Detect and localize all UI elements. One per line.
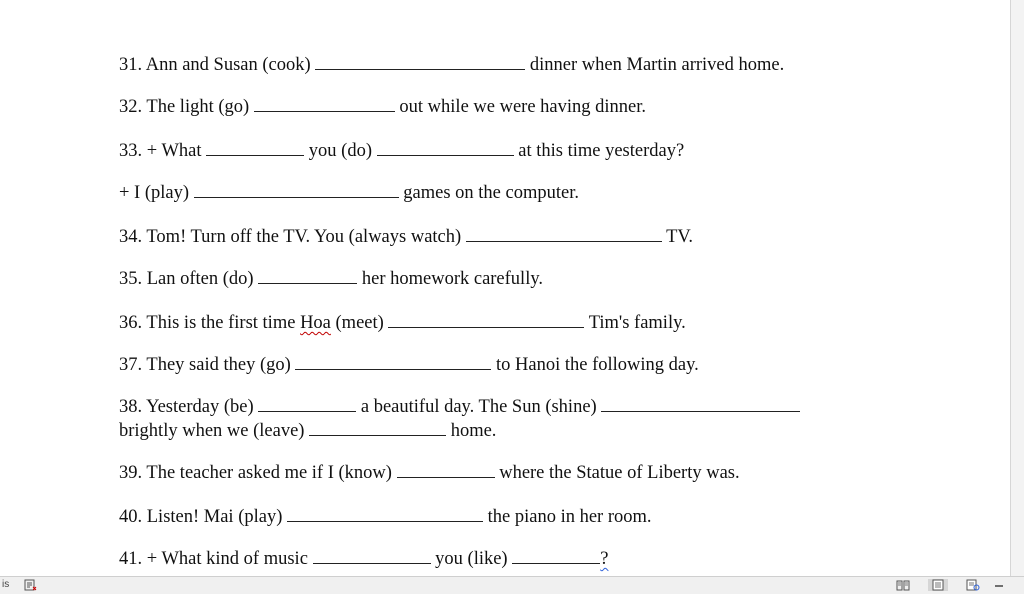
item-32-text-a: 32. The light (go) xyxy=(119,97,254,117)
vertical-scrollbar[interactable] xyxy=(1011,0,1024,576)
item-40-text-a: 40. Listen! Mai (play) xyxy=(119,507,287,527)
item-31-text-b: dinner when Martin arrived home. xyxy=(525,55,785,75)
item-38-blank-1 xyxy=(258,397,356,412)
item-36-blank xyxy=(388,313,584,328)
item-41-text-b: you (like) xyxy=(430,549,513,569)
item-38-text-c: brightly when we (leave) xyxy=(119,421,310,441)
item-38-continued xyxy=(119,420,496,442)
item-37-blank xyxy=(295,355,491,370)
item-31-text-a: 31. Ann and Susan (cook) xyxy=(119,55,316,75)
item-32 xyxy=(119,96,646,118)
status-bar xyxy=(0,576,1024,594)
zoom-out-icon[interactable] xyxy=(994,579,1004,591)
item-38-text-a: 38. Yesterday (be) xyxy=(119,397,259,417)
item-37-text-a: 37. They said they (go) xyxy=(119,355,296,375)
item-41 xyxy=(119,548,608,570)
item-33-blank-1 xyxy=(206,141,304,156)
item-38-blank-3 xyxy=(309,421,446,436)
status-text: is xyxy=(2,579,10,590)
item-32-blank xyxy=(254,97,395,112)
item-35-text-a: 35. Lan often (do) xyxy=(119,269,259,289)
item-39 xyxy=(119,462,740,484)
item-37-text-b: to Hanoi the following day. xyxy=(491,355,699,375)
item-32-text-b: out while we were having dinner. xyxy=(394,97,647,117)
item-37 xyxy=(119,354,699,376)
item-35-blank xyxy=(258,269,357,284)
item-33-text-a: 33. + What xyxy=(119,141,207,161)
item-34-text-a: 34. Tom! Turn off the TV. You (always watch) xyxy=(119,227,466,247)
item-34-text-b: TV. xyxy=(661,227,693,247)
proofing-icon[interactable] xyxy=(24,579,38,591)
item-36-text-c: Tim's family. xyxy=(584,313,686,333)
item-35 xyxy=(119,268,543,290)
item-33-answer xyxy=(119,182,579,204)
item-36-spellcheck-word[interactable]: Hoa xyxy=(300,313,331,333)
item-39-text-a: 39. The teacher asked me if I (know) xyxy=(119,463,397,483)
item-33 xyxy=(119,140,684,162)
item-33-answer-text-a: + I (play) xyxy=(119,183,194,203)
item-36-text-a: 36. This is the first time xyxy=(119,313,301,333)
item-36-text-b: (meet) xyxy=(330,313,389,333)
item-33-text-b: you (do) xyxy=(304,141,377,161)
item-31-blank xyxy=(315,55,525,70)
item-41-text-a: 41. + What kind of music xyxy=(119,549,313,569)
item-40-text-b: the piano in her room. xyxy=(483,507,652,527)
web-layout-icon[interactable] xyxy=(966,579,980,591)
item-39-blank xyxy=(397,463,495,478)
item-33-text-c: at this time yesterday? xyxy=(513,141,685,161)
print-layout-icon[interactable] xyxy=(928,579,948,591)
item-40-blank xyxy=(287,507,483,522)
item-40 xyxy=(119,506,652,528)
item-41-question-mark[interactable]: ? xyxy=(600,549,609,569)
item-38-text-b: a beautiful day. The Sun (shine) xyxy=(356,397,602,417)
item-33-blank-2 xyxy=(377,141,514,156)
item-35-text-b: her homework carefully. xyxy=(357,269,544,289)
item-38 xyxy=(119,396,800,418)
item-33-answer-blank xyxy=(194,183,399,198)
item-38-text-d: home. xyxy=(446,421,497,441)
item-33-answer-text-b: games on the computer. xyxy=(398,183,579,203)
item-38-blank-2 xyxy=(601,397,800,412)
item-39-text-b: where the Statue of Liberty was. xyxy=(494,463,740,483)
item-34-blank xyxy=(466,227,662,242)
read-mode-icon[interactable] xyxy=(896,579,910,591)
item-41-blank-1 xyxy=(313,549,431,564)
item-31 xyxy=(119,54,784,76)
item-34 xyxy=(119,226,693,248)
item-36 xyxy=(119,312,686,334)
item-41-blank-2 xyxy=(512,549,600,564)
